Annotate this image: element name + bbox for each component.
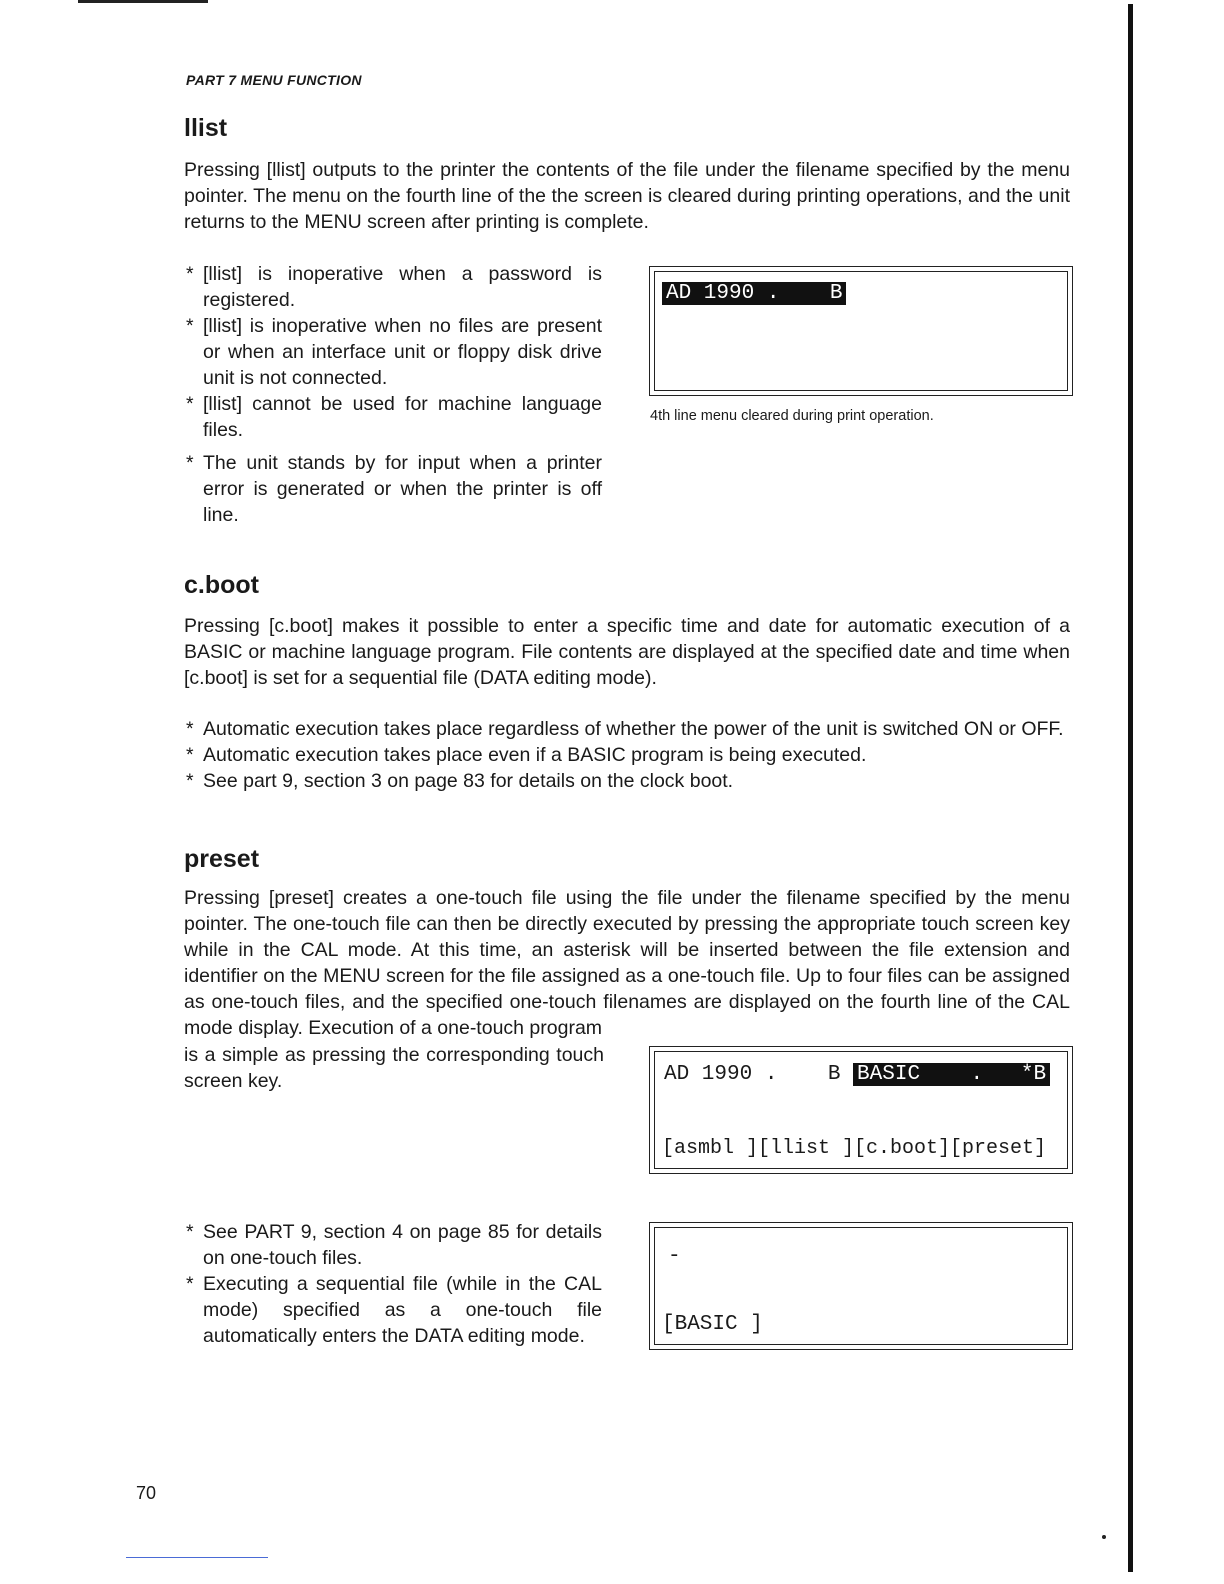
preset-body: Pressing [preset] creates a one-touch file using the file under the filename specified by the menu pointer. The one-touch file can then be directly executed by pressing the appropriate touch screen key while in the CAL mode. At this time, an asterisk will be inserted between the file extension and identifier on the MENU screen for the file assigned as a one-touch file. Up to four files can be assigned as one-touch files, and the specified one-touch filenames are displayed on the fourth line of the CAL mode display. Execution of a one-touch program [184, 887, 1070, 1039]
section-heading-llist: llist [184, 114, 228, 142]
running-header: PART 7 MENU FUNCTION [186, 72, 362, 88]
cboot-note: * Automatic execution takes place even if a BASIC program is being executed. [186, 742, 1072, 768]
page-number: 70 [136, 1483, 157, 1503]
lcd-menu-line: [BASIC ] [662, 1313, 763, 1336]
section-heading-cboot: c.boot [184, 571, 259, 599]
lcd-line-1 [662, 282, 846, 305]
cboot-note: * Automatic execution takes place regardless of whether the power of the unit is switched ON or OFF. [186, 716, 1072, 742]
lcd-line-1 [664, 1063, 1050, 1086]
page-edge-shadow [1128, 4, 1133, 1572]
scan-artifact-bottom [126, 1557, 268, 1558]
preset-description-cont [184, 1042, 604, 1094]
llist-note: * [llist] cannot be used for machine language files. [186, 391, 602, 443]
screen-caption: 4th line menu cleared during print operation. [650, 408, 934, 424]
llist-body: Pressing [llist] outputs to the printer the contents of the file under the filename specified by the menu pointer. The menu on the fourth line of the the screen is cleared during printing operations, and the unit returns to the MENU screen after printing is complete. [184, 159, 1070, 233]
cboot-note: * See part 9, section 3 on page 83 for details on the clock boot. [186, 768, 1072, 794]
lcd-screen-cal [649, 1222, 1073, 1350]
cboot-notes [186, 716, 1072, 794]
section-heading-preset: preset [184, 845, 260, 873]
preset-note: * Executing a sequential file (while in the CAL mode) specified as a one-touch file automatically enters the DATA editing mode. [186, 1271, 602, 1349]
lcd-inverted-text: AD 1990 . B [662, 282, 846, 305]
speck-mark [1102, 1535, 1106, 1539]
lcd-file-text: AD 1990 . B [664, 1063, 854, 1086]
preset-note: * See PART 9, section 4 on page 85 for details on one-touch files. [186, 1219, 602, 1271]
preset-description [184, 885, 1070, 1041]
llist-note: * [llist] is inoperative when no files are present or when an interface unit or floppy disk drive unit is not connected. [186, 313, 602, 391]
scan-artifact-top [78, 0, 208, 3]
lcd-screen-menu [649, 1046, 1073, 1174]
preset-body-cont: is a simple as pressing the corresponding touch screen key. [184, 1044, 604, 1092]
cboot-description [184, 613, 1070, 691]
llist-description [184, 157, 1070, 235]
llist-note: * The unit stands by for input when a printer error is generated or when the printer is off line. [186, 450, 602, 528]
lcd-inverted-text: BASIC . *B [853, 1063, 1050, 1086]
lcd-screen-print [649, 266, 1073, 396]
lcd-cursor: - [668, 1245, 681, 1268]
preset-notes [186, 1219, 602, 1349]
llist-note: * [llist] is inoperative when a password is registered. [186, 261, 602, 313]
llist-notes [186, 261, 602, 528]
cboot-body: Pressing [c.boot] makes it possible to enter a specific time and date for automatic execution of a BASIC or machine language program. File contents are displayed at the specified date and time when [c.boot] is set for a sequential file (DATA editing mode). [184, 615, 1070, 689]
lcd-menu-line: [asmbl ][llist ][c.boot][preset] [662, 1137, 1047, 1160]
